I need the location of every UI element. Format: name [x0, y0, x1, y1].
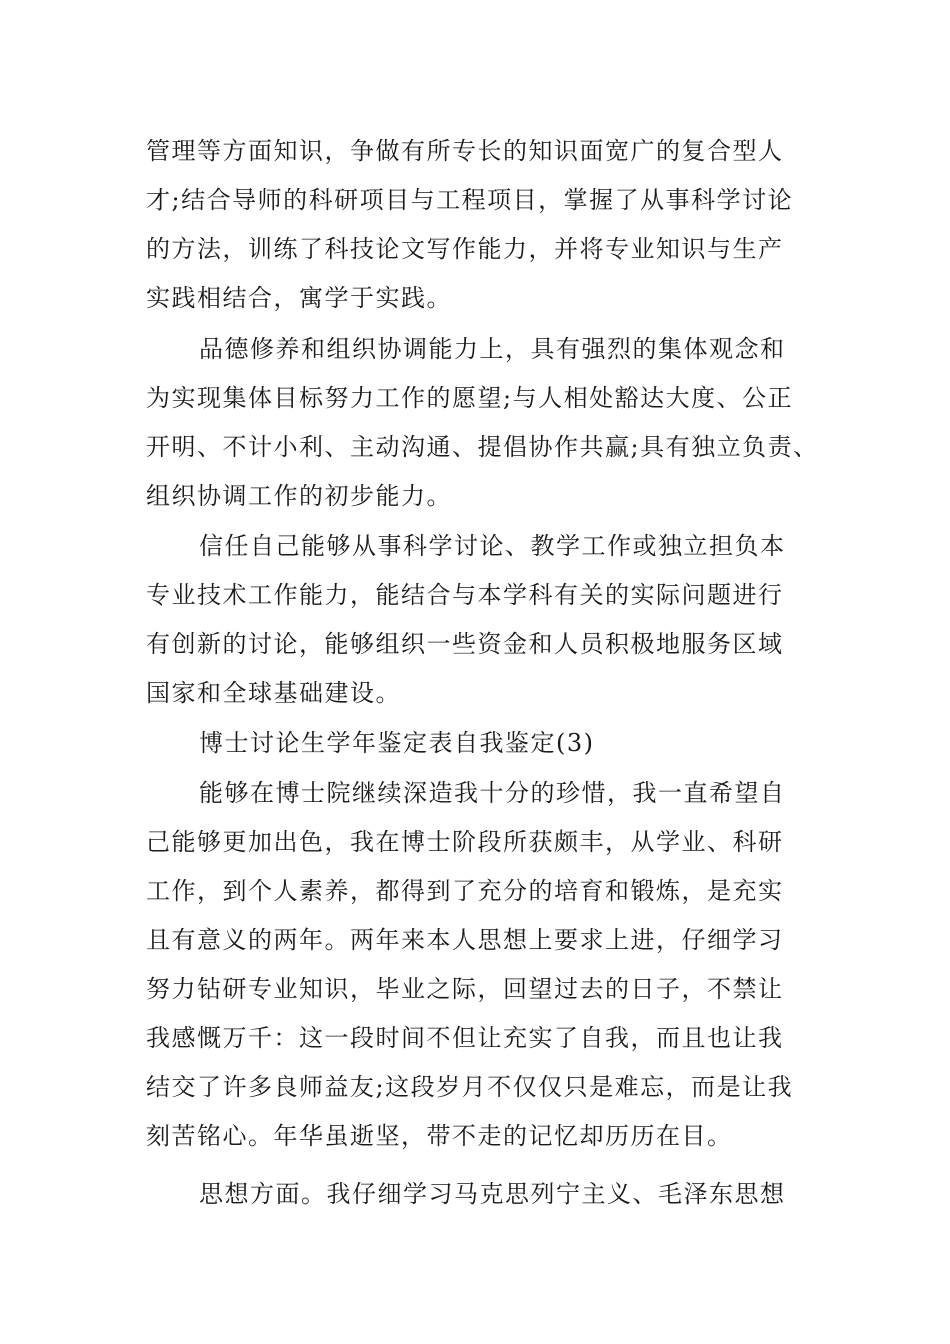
paragraph-line: 开明、不计小利、主动沟通、提倡协作共赢;具有独立负责、 — [146, 433, 819, 461]
paragraph-line: 的方法，训练了科技论文写作能力，并将专业知识与生产 — [146, 235, 784, 263]
paragraph-line: 实践相结合，寓学于实践。 — [146, 284, 452, 312]
paragraph-line: 工作，到个人素养，都得到了充分的培育和锻炼，是充实 — [146, 877, 784, 905]
paragraph-confidence — [146, 522, 826, 718]
paragraph-line: 刻苦铭心。年华虽逝坚，带不走的记忆却历历在目。 — [146, 1122, 733, 1150]
paragraph-line: 思想方面。我仔细学习马克思列宁主义、毛泽东思想 — [199, 1180, 786, 1208]
paragraph-line: 品德修养和组织协调能力上，具有强烈的集体观念和 — [199, 335, 786, 363]
paragraph-line: 结交了许多良师益友;这段岁月不仅仅只是难忘，而是让我 — [146, 1073, 794, 1101]
paragraph-line: 努力钻研专业知识，毕业之际，回望过去的日子，不禁让 — [146, 975, 784, 1003]
paragraph-line: 且有意义的两年。两年来本人思想上要求上进，仔细学习 — [146, 926, 784, 954]
heading-line: 博士讨论生学年鉴定表自我鉴定(3) — [199, 729, 595, 757]
paragraph-line: 管理等方面知识，争做有所专长的知识面宽广的复合型人 — [146, 137, 784, 165]
paragraph-line: 才;结合导师的科研项目与工程项目，掌握了从事科学讨论 — [146, 186, 794, 214]
paragraph-further-study — [146, 769, 826, 1161]
paragraph-line: 专业技术工作能力，能结合与本学科有关的实际问题进行 — [146, 581, 784, 609]
paragraph-line: 能够在博士院继续深造我十分的珍惜，我一直希望自 — [199, 779, 786, 807]
paragraph-line: 信任自己能够从事科学讨论、教学工作或独立担负本 — [199, 532, 786, 560]
paragraph-line: 己能够更加出色，我在博士阶段所获颇丰，从学业、科研 — [146, 828, 784, 856]
paragraph-line: 有创新的讨论，能够组织一些资金和人员积极地服务区域 — [146, 630, 784, 658]
paragraph-line: 组织协调工作的初步能力。 — [146, 482, 452, 510]
paragraph-moral-cultivation — [146, 325, 826, 521]
paragraph-line: 为实现集体目标努力工作的愿望;与人相处豁达大度、公正 — [146, 384, 794, 412]
paragraph-ideology — [146, 1170, 826, 1219]
paragraph-continuation — [146, 127, 826, 323]
paragraph-line: 国家和全球基础建设。 — [146, 679, 401, 707]
section-heading — [146, 719, 826, 768]
paragraph-line: 我感慨万千：这一段时间不但让充实了自我，而且也让我 — [146, 1024, 784, 1052]
